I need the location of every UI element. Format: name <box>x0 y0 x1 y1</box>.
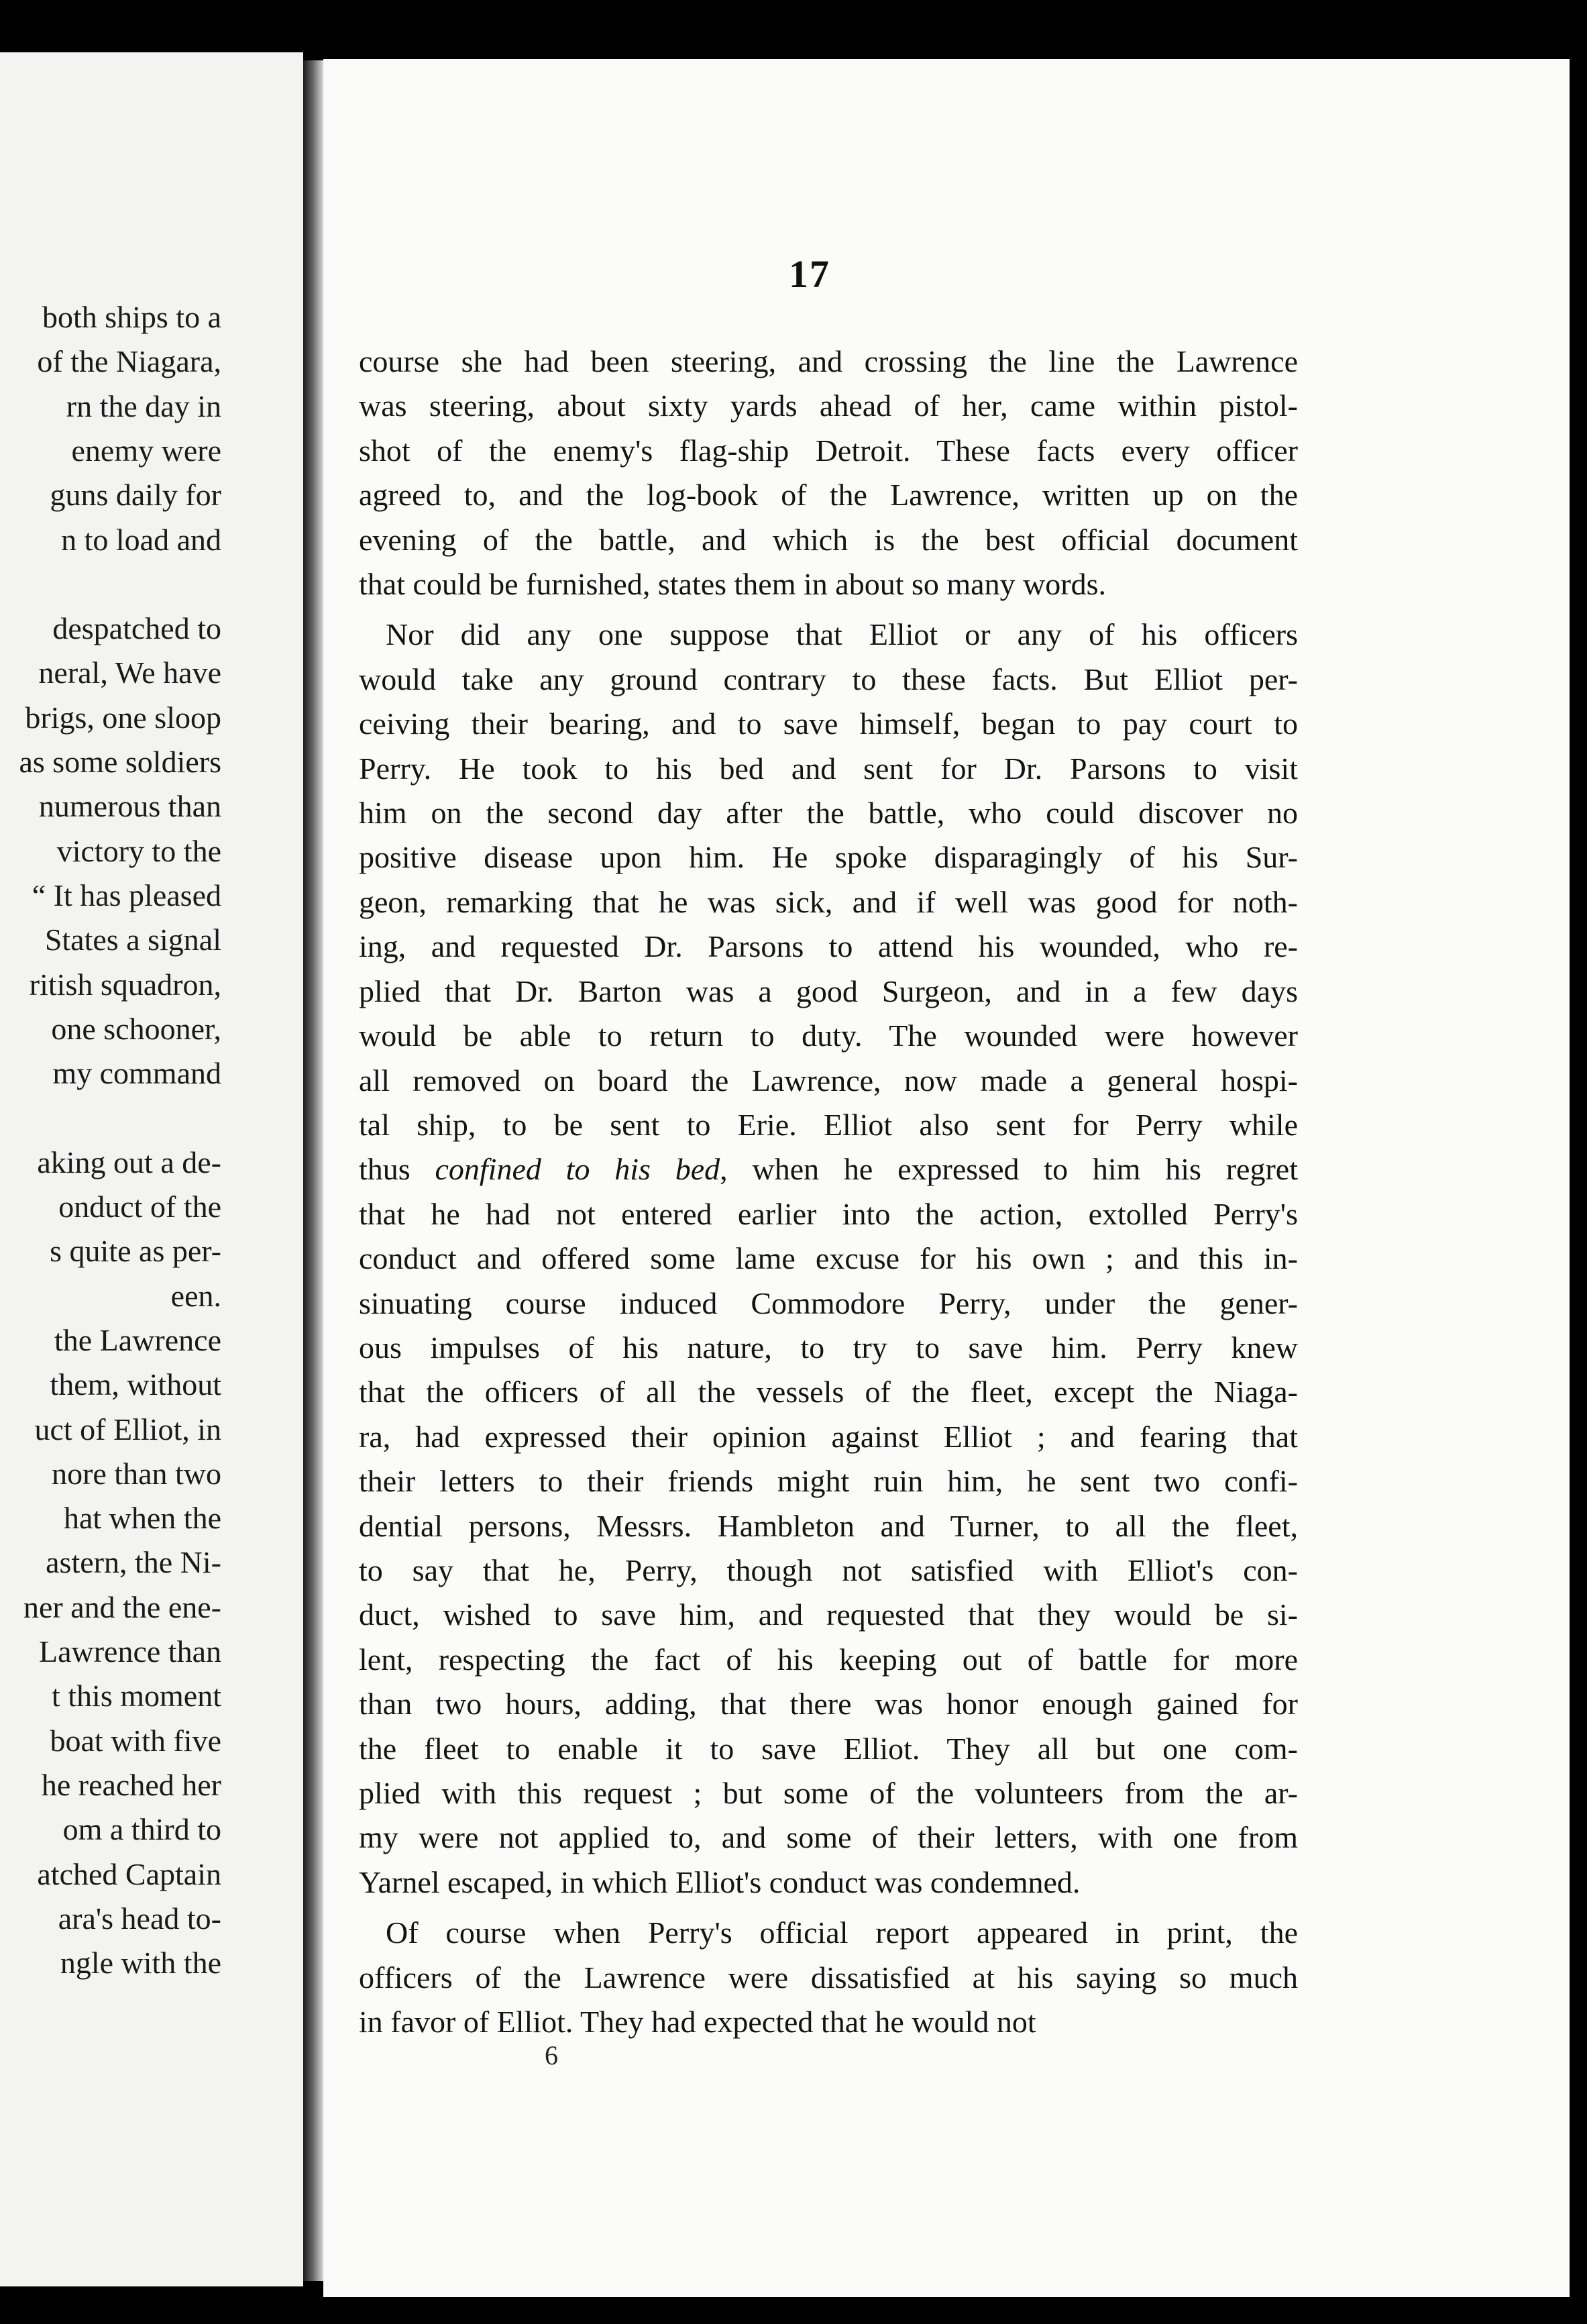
left-page-line: Lawrence than <box>38 1634 221 1669</box>
text-line: dential persons, Messrs. Hambleton and Turner, to all the fleet, <box>359 1508 1298 1543</box>
left-page-line: een. <box>170 1278 221 1313</box>
text-line: would be able to return to duty. The wounded were however <box>359 1018 1298 1053</box>
text-line: ing, and requested Dr. Parsons to attend his wounded, who re- <box>359 929 1298 964</box>
left-page-line: despatched to <box>52 611 221 646</box>
text-line: ous impulses of his nature, to try to save him. Perry knew <box>359 1330 1298 1365</box>
text-line: ceiving their bearing, and to save himself, began to pay court to <box>359 706 1298 741</box>
book-gutter <box>303 60 323 2281</box>
left-page-line: enemy were <box>71 433 221 468</box>
left-page-line: atched Captain <box>37 1856 221 1891</box>
left-page-line: my command <box>52 1056 221 1091</box>
text-line: sinuating course induced Commodore Perry, under the gener- <box>359 1285 1298 1320</box>
left-page-line: ara's head to- <box>58 1901 221 1936</box>
left-page-line: both ships to a <box>42 300 221 334</box>
text-line: Nor did any one suppose that Elliot or any of his officers <box>386 617 1298 652</box>
text-line: shot of the enemy's flag-ship Detroit. These facts every officer <box>359 433 1298 468</box>
left-page-line: guns daily for <box>50 478 221 513</box>
text-line: was steering, about sixty yards ahead of her, came within pistol- <box>359 388 1298 423</box>
left-page-line: hat when the <box>63 1501 221 1536</box>
left-page-line: boat with five <box>50 1723 221 1758</box>
text-line: plied with this request ; but some of the volunteers from the ar- <box>359 1776 1298 1810</box>
text-line: evening of the battle, and which is the best official document <box>359 522 1298 557</box>
text-line: Yarnel escaped, in which Elliot's conduct was condemned. <box>359 1864 1081 1899</box>
left-page-line: one schooner, <box>51 1011 221 1046</box>
left-page-line: victory to the <box>56 833 221 868</box>
left-page-line: aking out a de- <box>37 1145 221 1179</box>
text-line: conduct and offered some lame excuse for his own ; and this in- <box>359 1241 1298 1276</box>
text-line: would take any ground contrary to these facts. But Elliot per- <box>359 662 1298 696</box>
text-line: that could be furnished, states them in about so many words. <box>359 567 1107 602</box>
page-number: 17 <box>789 252 830 296</box>
left-page-line: brigs, one sloop <box>25 700 221 735</box>
left-page-line: om a third to <box>62 1812 221 1847</box>
text-line: that the officers of all the vessels of the fleet, except the Niaga- <box>359 1375 1298 1410</box>
left-page-line: them, without <box>50 1367 221 1402</box>
left-page-fragment <box>0 52 303 2286</box>
text-line: my were not applied to, and some of their letters, with one from <box>359 1820 1298 1855</box>
text-line: course she had been steering, and crossing the line the Lawrence <box>359 344 1298 378</box>
paragraph <box>359 613 1298 1905</box>
text-line: in favor of Elliot. They had expected that he would not <box>359 2005 1036 2040</box>
left-page-line: uct of Elliot, in <box>34 1412 221 1446</box>
paragraph <box>359 1911 1298 2044</box>
text-line: that he had not entered earlier into the action, extolled Perry's <box>359 1196 1298 1231</box>
left-page-line: s quite as per- <box>50 1234 221 1269</box>
body-text <box>359 339 1298 2050</box>
text-line: officers of the Lawrence were dissatisfied at his saying so much <box>359 1960 1298 1995</box>
text-line: the fleet to enable it to save Elliot. They all but one com- <box>359 1731 1298 1766</box>
text-line: positive disease upon him. He spoke disparagingly of his Sur- <box>359 840 1298 875</box>
left-page-line: the Lawrence <box>54 1322 221 1357</box>
left-page-line: as some soldiers <box>19 745 221 779</box>
left-page-line: onduct of the <box>58 1190 221 1224</box>
signature-mark: 6 <box>545 2040 558 2070</box>
text-line: to say that he, Perry, though not satisfied with Elliot's con- <box>359 1552 1298 1587</box>
text-line: plied that Dr. Barton was a good Surgeon, and in a few days <box>359 973 1298 1008</box>
paragraph <box>359 339 1298 606</box>
left-page-line: nore than two <box>52 1456 221 1491</box>
text-line: him on the second day after the battle, who could discover no <box>359 796 1298 831</box>
left-page-line: rn the day in <box>66 388 221 423</box>
text-line: ra, had expressed their opinion against Elliot ; and fearing that <box>359 1419 1298 1454</box>
left-page-line: numerous than <box>38 789 221 824</box>
left-page-line: “ It has pleased <box>32 878 221 912</box>
left-page-line: he reached her <box>41 1767 221 1802</box>
left-page-line: ngle with the <box>60 1946 221 1980</box>
left-page-line: of the Niagara, <box>37 344 221 379</box>
text-line: duct, wished to save him, and requested that they would be si- <box>359 1597 1298 1632</box>
left-page-line: ner and the ene- <box>23 1589 221 1624</box>
text-line: lent, respecting the fact of his keeping out of battle for more <box>359 1642 1298 1677</box>
left-page-line: t this moment <box>52 1679 221 1713</box>
text-line: their letters to their friends might ruin him, he sent two confi- <box>359 1464 1298 1499</box>
text-line: all removed on board the Lawrence, now made a general hospi- <box>359 1063 1298 1098</box>
text-line: than two hours, adding, that there was honor enough gained for <box>359 1687 1298 1722</box>
left-page-line: n to load and <box>61 522 221 557</box>
text-line: geon, remarking that he was sick, and if well was good for noth- <box>359 884 1298 919</box>
text-line: agreed to, and the log-book of the Lawrence, written up on the <box>359 478 1298 513</box>
left-page-line: neral, We have <box>38 655 221 690</box>
text-line: Of course when Perry's official report appeared in print, the <box>386 1915 1298 1950</box>
left-page-line: ritish squadron, <box>29 967 221 1002</box>
text-line: Perry. He took to his bed and sent for Dr. Parsons to visit <box>359 751 1298 786</box>
left-page-line: astern, the Ni- <box>46 1545 221 1580</box>
text-line: tal ship, to be sent to Erie. Elliot also sent for Perry while <box>359 1107 1298 1142</box>
left-page-line: States a signal <box>44 922 221 957</box>
text-line: thus confined to his bed, when he expressed to him his regret <box>359 1152 1298 1187</box>
